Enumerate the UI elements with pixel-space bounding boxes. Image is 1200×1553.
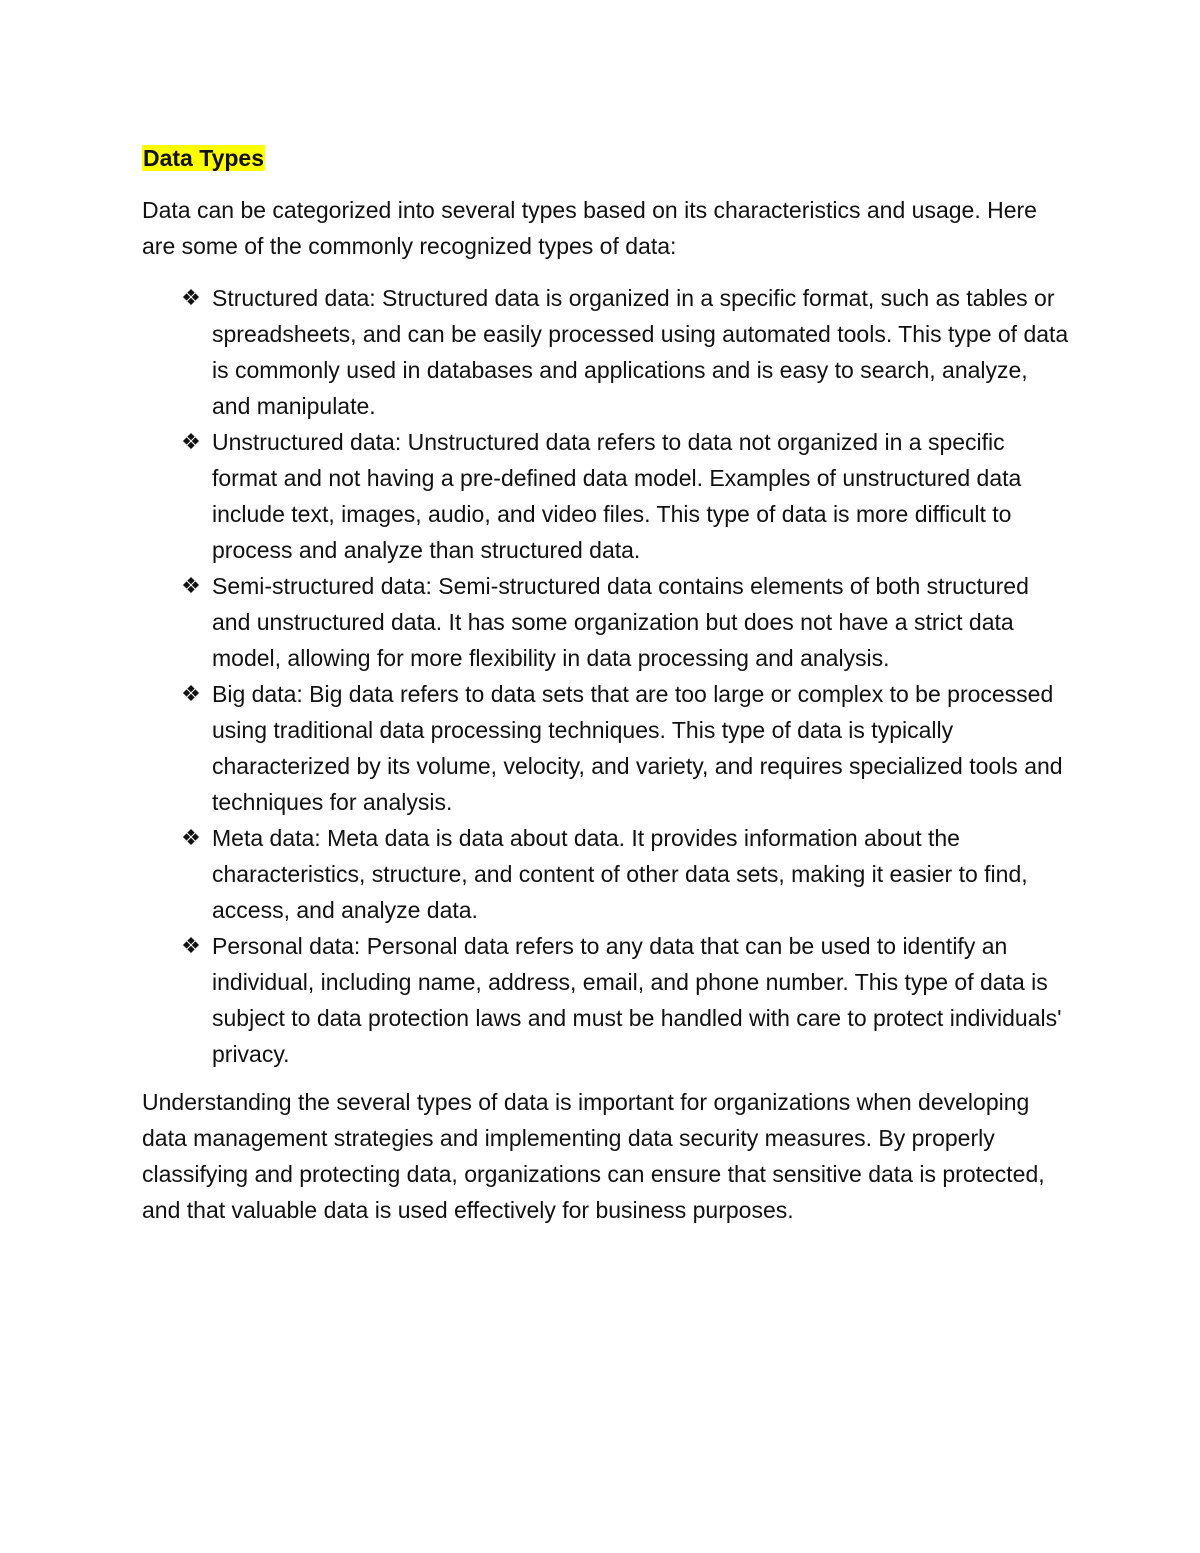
- diamond-bullet-icon: ❖: [181, 681, 201, 706]
- list-item-semi-structured-data: [142, 568, 1072, 676]
- section-heading: [142, 140, 1072, 176]
- diamond-bullet-icon: ❖: [181, 429, 201, 454]
- list-item-big-data: [142, 676, 1072, 820]
- list-item-text: Personal data: Personal data refers to any data that can be used to identify an individual, including name, address, email, and phone number. This type of data is subject to data protection laws and must be handled with care to protect individuals' privacy.: [212, 933, 1062, 1067]
- closing-paragraph: Understanding the several types of data is important for organizations when developing data management strategies and implementing data security measures. By properly classifying and protecting data, organizations can ensure that sensitive data is protected, and that valuable data is used effectively for business purposes.: [142, 1089, 1045, 1223]
- diamond-bullet-icon: ❖: [181, 933, 201, 958]
- intro-paragraph: Data can be categorized into several types based on its characteristics and usage. Here are some of the commonly recognized types of data:: [142, 197, 1037, 259]
- diamond-bullet-icon: ❖: [181, 285, 201, 310]
- document-content: [142, 140, 1072, 1228]
- list-item-unstructured-data: [142, 424, 1072, 568]
- list-item-structured-data: [142, 280, 1072, 424]
- list-item-text: Unstructured data: Unstructured data refers to data not organized in a specific format and not having a pre-defined data model. Examples of unstructured data include text, images, audio, and video files. This type of data is more difficult to process and analyze than structured data.: [212, 429, 1022, 563]
- list-item-text: Semi-structured data: Semi-structured data contains elements of both structured and unstructured data. It has some organization but does not have a strict data model, allowing for more flexibility in data processing and analysis.: [212, 573, 1029, 671]
- diamond-bullet-icon: ❖: [181, 825, 201, 850]
- list-item-meta-data: [142, 820, 1072, 928]
- diamond-bullet-icon: ❖: [181, 573, 201, 598]
- list-item-text: Meta data: Meta data is data about data. It provides information about the characteristics, structure, and content of other data sets, making it easier to find, access, and analyze data.: [212, 825, 1028, 923]
- highlighted-heading-text: Data Types: [143, 145, 265, 171]
- list-item-text: Structured data: Structured data is organized in a specific format, such as tables or spreadsheets, and can be easily processed using automated tools. This type of data is commonly used in databases and applications and is easy to search, analyze, and manipulate.: [212, 285, 1069, 419]
- list-item-text: Big data: Big data refers to data sets that are too large or complex to be processed using traditional data processing techniques. This type of data is typically characterized by its volume, velocity, and variety, and requires specialized tools and techniques for analysis.: [212, 681, 1063, 815]
- data-types-list: [142, 280, 1072, 1072]
- list-item-personal-data: [142, 928, 1072, 1072]
